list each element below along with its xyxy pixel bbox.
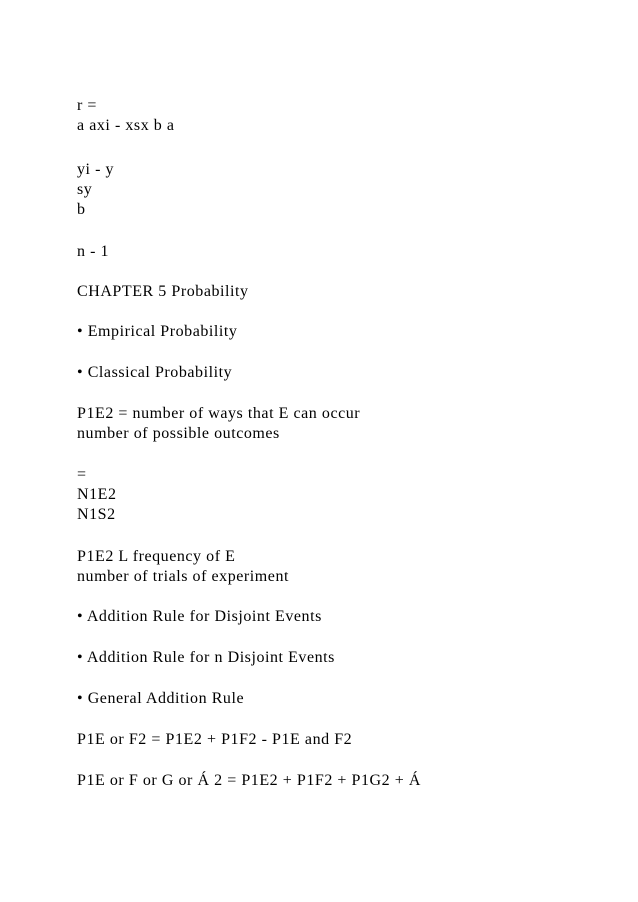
text-line: N1E2 xyxy=(77,486,117,503)
text-line: number of possible outcomes xyxy=(77,425,280,442)
text-line: P1E2 = number of ways that E can occur xyxy=(77,405,361,422)
bullet-item: • Addition Rule for n Disjoint Events xyxy=(77,649,335,666)
text-line: = xyxy=(77,466,87,483)
text-line: sy xyxy=(77,181,93,198)
formula-line: P1E or F or G or Á 2 = P1E2 + P1F2 + P1G2 + Á xyxy=(77,772,421,789)
text-line: b xyxy=(77,201,86,218)
text-line: r = xyxy=(77,97,98,114)
text-line: yi - y xyxy=(77,161,115,178)
bullet-item: • Addition Rule for Disjoint Events xyxy=(77,608,322,625)
text-line: number of trials of experiment xyxy=(77,568,289,585)
text-line: a axi - xsx b a xyxy=(77,117,175,134)
text-line: n - 1 xyxy=(77,243,110,260)
text-line: P1E2 L frequency of E xyxy=(77,548,236,565)
formula-line: P1E or F2 = P1E2 + P1F2 - P1E and F2 xyxy=(77,731,353,748)
bullet-item: • Empirical Probability xyxy=(77,323,238,340)
bullet-item: • General Addition Rule xyxy=(77,690,245,707)
text-line: N1S2 xyxy=(77,506,116,523)
chapter-heading: CHAPTER 5 Probability xyxy=(77,283,249,300)
bullet-item: • Classical Probability xyxy=(77,364,233,381)
